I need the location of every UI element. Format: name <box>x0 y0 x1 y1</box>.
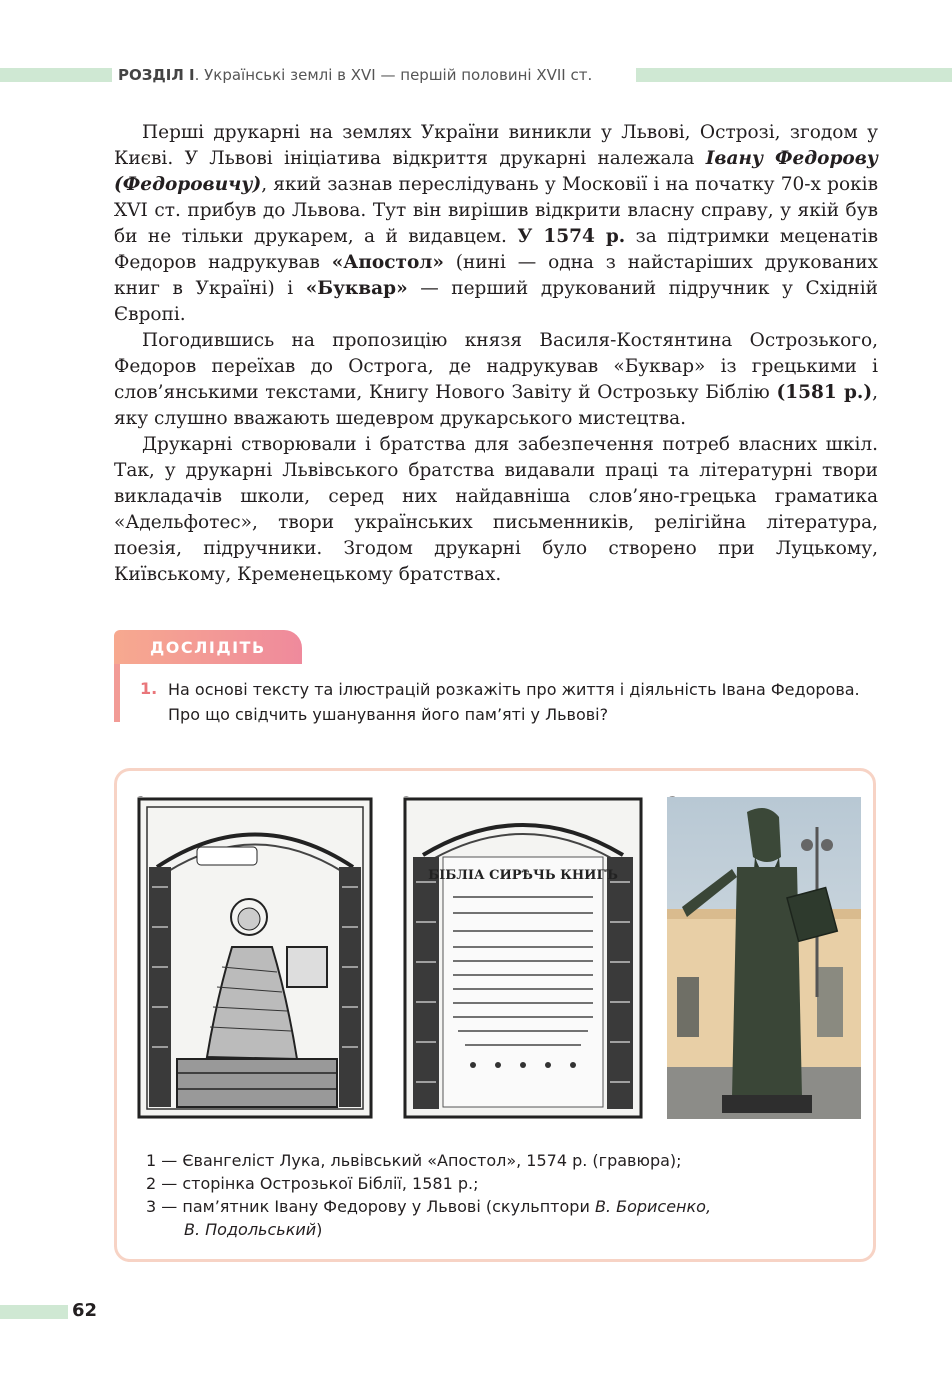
paragraph-3: Друкарні створювали і братства для забезпечення потреб власних шкіл. Так, у друкарні Львівського братства видавали праці та літературні твори викладачів школи, серед них найдавніша слов’яно-грецька граматика «Адельфотес», твори українських письменників, релігійна література, поезія, підручники. Згодом друкарні було створено при Луцькому, Київському, Кременецькому братствах. <box>114 434 878 585</box>
body-text <box>114 120 878 588</box>
emphasis-book: «Буквар» <box>305 278 408 299</box>
fedorov-monument-photo <box>667 797 861 1119</box>
caption-line: 1 — Євангеліст Лука, львівський «Апостол», 1574 р. (гравюра); <box>146 1151 682 1170</box>
caption-line <box>146 1218 846 1241</box>
caption-line: 2 — сторінка Острозької Біблії, 1581 р.; <box>146 1174 479 1193</box>
caption-line <box>146 1195 846 1218</box>
ostroh-bible-page-image <box>403 797 643 1119</box>
investigate-label: ДОСЛІДІТЬ <box>150 638 266 657</box>
section-label: РОЗДІЛ І <box>118 66 195 84</box>
text-run: Погодившись на пропозицію князя Василя-Костянтина Острозького, Федоров переїхав до Острога, де надрукував «Буквар» із грецькими і слов’янськими текстами, Книгу Нового Завіту й Острозьку Біблію <box>114 330 878 403</box>
figure-caption <box>146 1149 846 1241</box>
running-header <box>118 66 592 84</box>
emphasis-date: (1581 р.) <box>776 382 873 403</box>
caption-text: ) <box>316 1220 323 1239</box>
task-text: На основі тексту та ілюстрацій розкажіть про життя і діяльність Івана Федорова. Про що свідчить ушанування його пам’яті у Львові? <box>168 680 860 724</box>
paragraph-2 <box>114 328 878 432</box>
text-run: за підтримки меценатів Федоров надрукував <box>114 226 879 273</box>
text-run: (нині — одна з найстаріших друкованих книг в Україні) і <box>114 252 878 299</box>
sculptor-name: В. Борисенко, <box>594 1197 712 1216</box>
paragraph-1 <box>114 120 878 328</box>
investigate-bar <box>114 664 120 722</box>
text-run: — перший друкований підручник у Східній Європі. <box>114 278 878 325</box>
caption-text: 3 — пам’ятник Івану Федорову у Львові (скульптори <box>146 1197 595 1216</box>
header-rule-left <box>0 68 112 82</box>
task-number: 1. <box>140 679 158 698</box>
emphasis-name: Івану Федорову (Федоровичу) <box>114 148 878 195</box>
text-run: , який зазнав переслідувань у Московії і на початку 70-х років XVI ст. прибув до Львова. Тут він вирішив відкрити власну справу, у якій був би не тільки друкарем, а й видавцем. <box>114 174 878 247</box>
engraving-luke-image <box>137 797 373 1119</box>
section-title: . Українські землі в XVI — першій половині XVII ст. <box>194 66 593 84</box>
emphasis-book: «Апостол» <box>331 252 444 273</box>
header-rule-right <box>636 68 952 82</box>
emphasis-date: У 1574 р. <box>517 226 626 247</box>
text-run: Перші друкарні на землях України виникли у Львові, Острозі, згодом у Києві. У Львові ініціатива відкриття друкарні належала <box>114 122 878 169</box>
footer-rule <box>0 1305 68 1319</box>
text-run: , яку слушно вважають шедевром друкарського мистецтва. <box>114 382 879 429</box>
page-number: 62 <box>72 1300 98 1321</box>
bible-title: БІБЛІА СИРѢЧЬ КНИГЪ <box>428 868 618 883</box>
sculptor-name: В. Подольський <box>184 1220 317 1239</box>
